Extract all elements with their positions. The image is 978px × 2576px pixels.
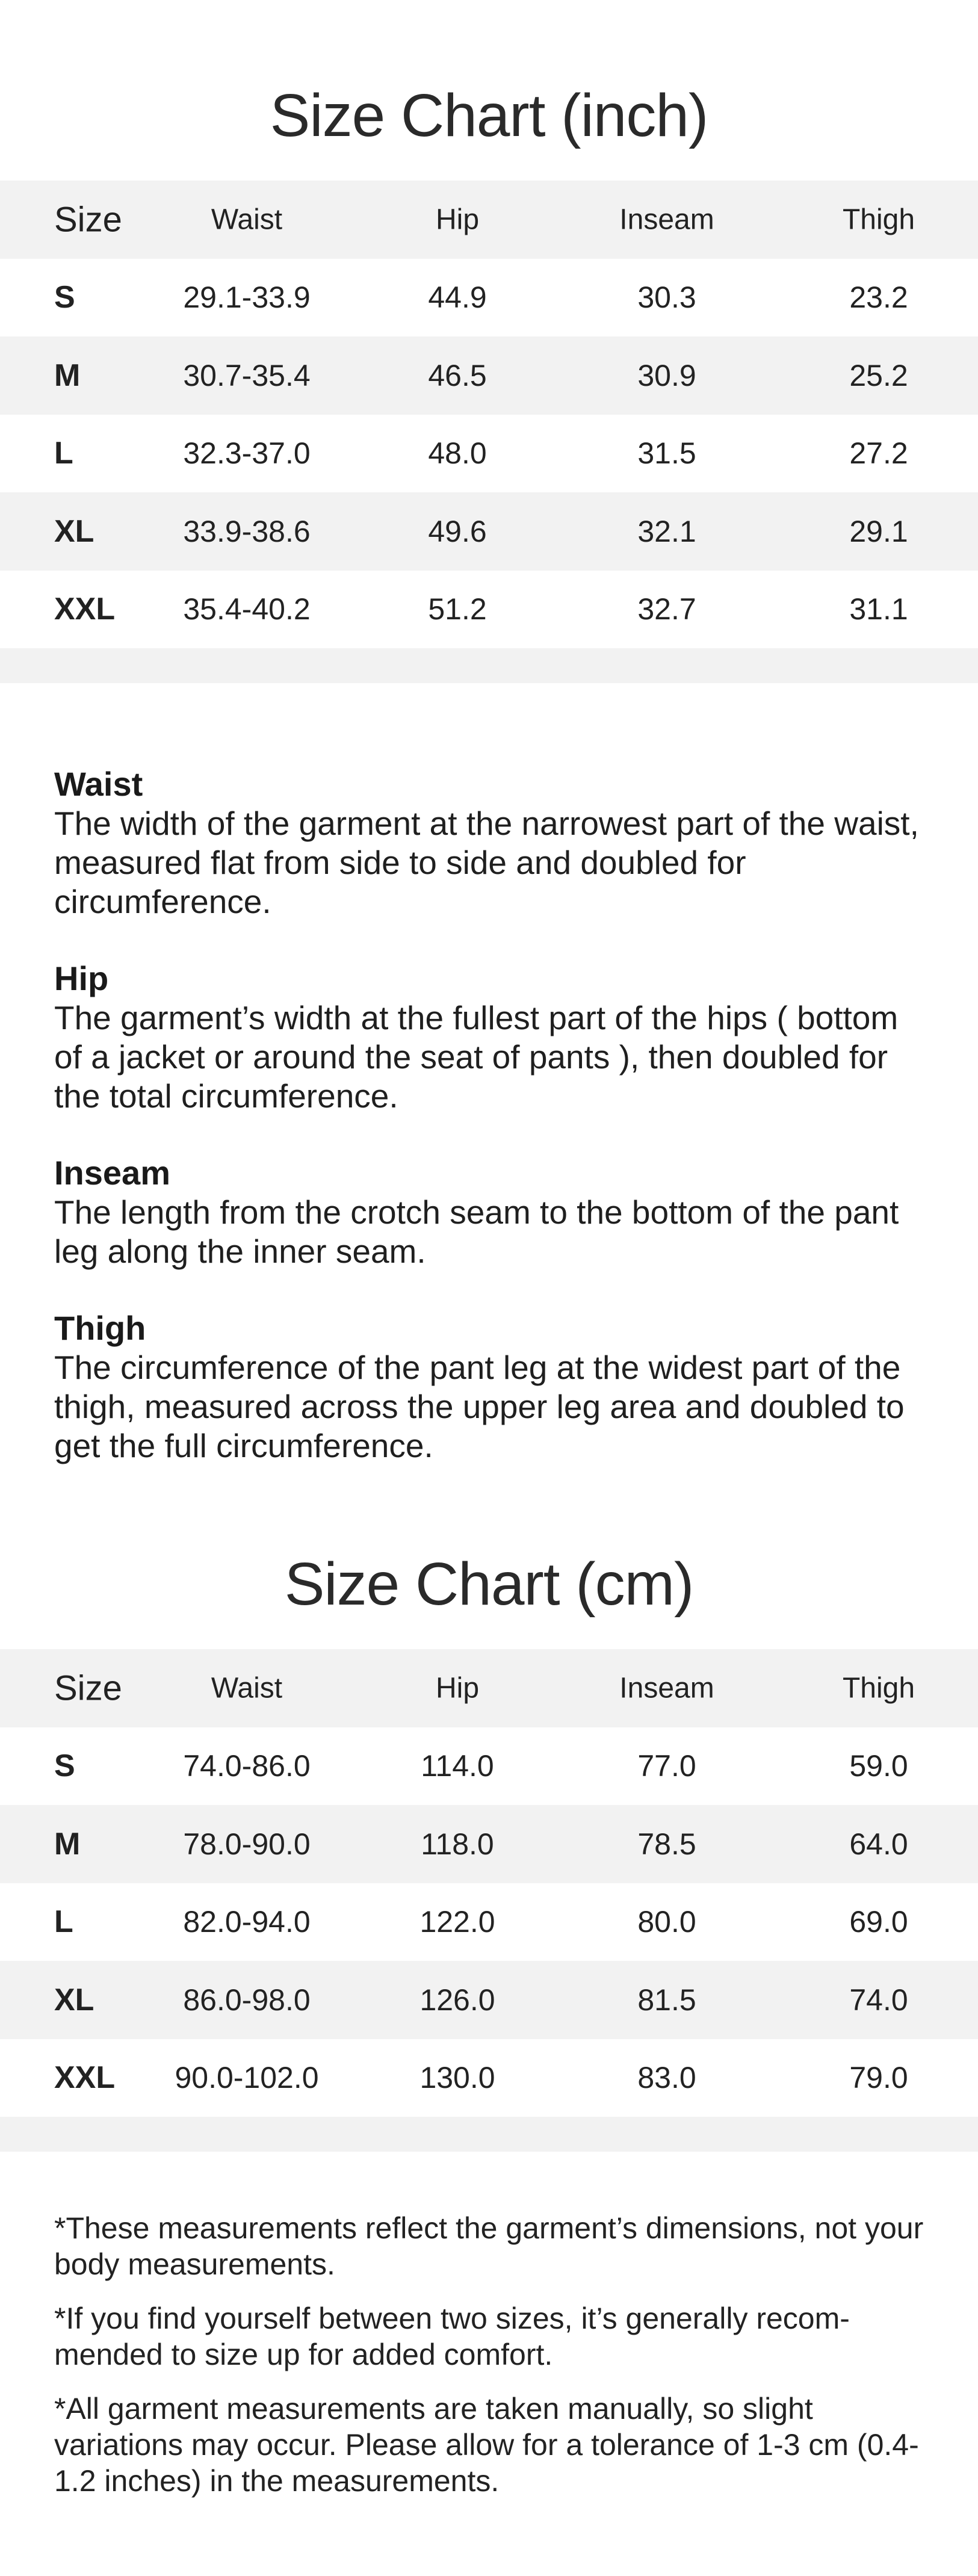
note-tolerance: *All garment measurements are taken manually, so slight variations may occur. Please allow for a tolerance of 1-3 cm (0.4-1.2 inches) in the measurements.: [54, 2392, 919, 2498]
definition-inseam: [54, 1153, 927, 1271]
hip-cell: 48.0: [428, 436, 487, 471]
measurement-notes: [54, 2210, 927, 2517]
waist-cell: 86.0-98.0: [183, 1983, 311, 2017]
waist-cell: 90.0-102.0: [175, 2061, 319, 2095]
cm-size-table: [0, 1649, 978, 2152]
definition-title: Hip: [54, 959, 109, 997]
size-cell: S: [54, 280, 75, 315]
inseam-cell: 31.5: [637, 436, 696, 471]
thigh-cell: 27.2: [849, 436, 908, 471]
waist-cell: 78.0-90.0: [183, 1827, 311, 1861]
hip-cell: 126.0: [419, 1983, 495, 2017]
header-hip: Hip: [435, 1672, 480, 1704]
size-cell: L: [54, 1904, 73, 1940]
table-row: [0, 2039, 978, 2117]
inseam-cell: 30.3: [637, 280, 696, 315]
inseam-cell: 77.0: [637, 1749, 696, 1783]
size-cell: M: [54, 358, 81, 393]
inseam-cell: 83.0: [637, 2061, 696, 2095]
header-size: Size: [54, 1668, 122, 1708]
header-waist: Waist: [211, 1672, 283, 1704]
definition-title: Thigh: [54, 1309, 146, 1347]
table-row: [0, 336, 978, 415]
table-header-row: [0, 181, 978, 259]
hip-cell: 46.5: [428, 358, 487, 392]
hip-cell: 114.0: [421, 1749, 494, 1783]
table-row: [0, 259, 978, 337]
thigh-cell: 69.0: [849, 1905, 908, 1939]
definition-waist: [54, 764, 927, 921]
inseam-cell: 30.9: [637, 358, 696, 392]
definition-hip: [54, 959, 927, 1116]
header-hip: Hip: [435, 203, 480, 236]
definition-text: The garment’s width at the fullest part of the hips ( bottom of a jacket or around the seat of pants ), then doubled for the total circumference.: [54, 999, 899, 1115]
table-row: [0, 571, 978, 649]
thigh-cell: 59.0: [849, 1749, 908, 1783]
table-footer-band: [0, 648, 978, 683]
waist-cell: 35.4-40.2: [183, 592, 311, 627]
definition-title: Waist: [54, 765, 143, 803]
waist-cell: 82.0-94.0: [183, 1905, 311, 1939]
inch-size-table: [0, 181, 978, 683]
size-cell: XL: [54, 1982, 94, 2017]
size-cell: XXL: [54, 592, 116, 627]
hip-cell: 44.9: [428, 280, 487, 315]
hip-cell: 51.2: [428, 592, 487, 627]
note-size-up: *If you find yourself between two sizes, it’s generally recom-mended to size up for added comfort.: [54, 2302, 850, 2371]
header-inseam: Inseam: [619, 1672, 714, 1704]
waist-cell: 30.7-35.4: [183, 358, 311, 392]
thigh-cell: 29.1: [849, 514, 908, 548]
thigh-cell: 74.0: [849, 1983, 908, 2017]
header-inseam: Inseam: [619, 203, 714, 236]
thigh-cell: 31.1: [849, 592, 908, 627]
table-row: [0, 1883, 978, 1961]
inseam-cell: 81.5: [637, 1983, 696, 2017]
thigh-cell: 79.0: [849, 2061, 908, 2095]
table-row: [0, 492, 978, 571]
measurement-definitions: [54, 764, 927, 1503]
inseam-cell: 78.5: [637, 1827, 696, 1861]
inseam-cell: 32.1: [637, 514, 696, 548]
waist-cell: 33.9-38.6: [183, 514, 311, 548]
table-row: [0, 415, 978, 493]
size-cell: XXL: [54, 2060, 116, 2096]
definition-text: The length from the crotch seam to the bottom of the pant leg along the inner seam.: [54, 1194, 899, 1270]
waist-cell: 74.0-86.0: [183, 1749, 311, 1783]
header-waist: Waist: [211, 203, 283, 236]
definition-thigh: [54, 1308, 927, 1466]
thigh-cell: 64.0: [849, 1827, 908, 1861]
hip-cell: 49.6: [428, 514, 487, 548]
size-cell: XL: [54, 513, 94, 549]
size-cell: S: [54, 1748, 75, 1784]
definition-title: Inseam: [54, 1154, 170, 1192]
hip-cell: 122.0: [419, 1905, 495, 1939]
note-garment-dimensions: *These measurements reflect the garment’s dimensions, not your body measurements.: [54, 2211, 924, 2281]
waist-cell: 29.1-33.9: [183, 280, 311, 315]
inseam-cell: 32.7: [637, 592, 696, 627]
waist-cell: 32.3-37.0: [183, 436, 311, 471]
hip-cell: 130.0: [419, 2061, 495, 2095]
cm-chart-title: Size Chart (cm): [284, 1550, 694, 1618]
table-header-row: [0, 1649, 978, 1727]
definition-text: The circumference of the pant leg at the widest part of the thigh, measured across the upper leg area and doubled to get the full circumference.: [54, 1349, 905, 1464]
thigh-cell: 25.2: [849, 358, 908, 392]
inch-chart-title: Size Chart (inch): [270, 82, 708, 149]
thigh-cell: 23.2: [849, 280, 908, 315]
table-footer-band: [0, 2117, 978, 2152]
size-cell: L: [54, 436, 73, 471]
definition-text: The width of the garment at the narrowest part of the waist, measured flat from side to side and doubled for circumference.: [54, 805, 919, 920]
hip-cell: 118.0: [421, 1827, 494, 1861]
inseam-cell: 80.0: [637, 1905, 696, 1939]
table-row: [0, 1805, 978, 1883]
header-thigh: Thigh: [842, 1672, 915, 1704]
table-row: [0, 1727, 978, 1806]
size-cell: M: [54, 1826, 81, 1862]
header-thigh: Thigh: [842, 203, 915, 236]
header-size: Size: [54, 200, 122, 240]
table-row: [0, 1961, 978, 2039]
